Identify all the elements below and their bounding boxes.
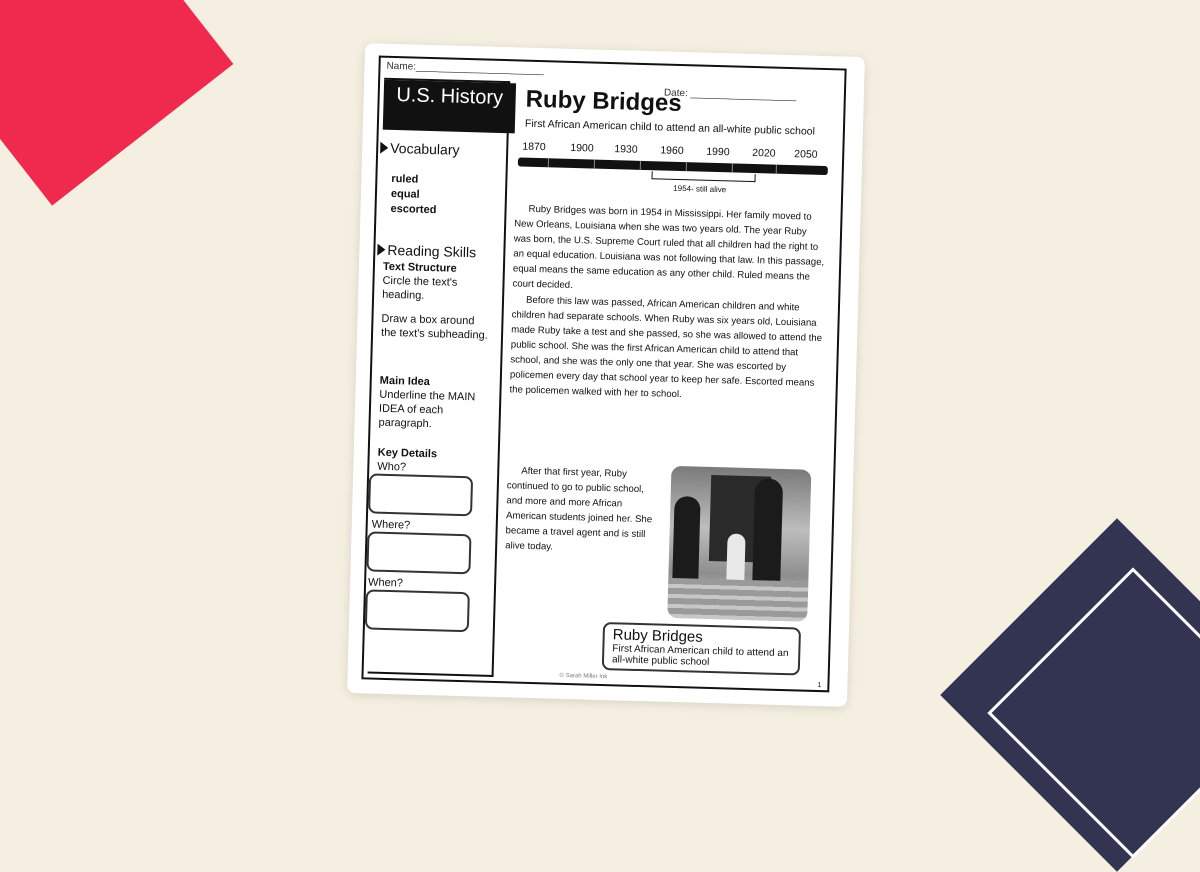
main-idea-title: Main Idea xyxy=(379,374,431,389)
text-structure-instruction: Circle the text's heading. xyxy=(381,274,458,302)
caption-text: First African American child to attend an all-white public school xyxy=(611,643,789,668)
main-idea-block xyxy=(378,374,488,433)
corner-decoration-outline xyxy=(987,567,1200,858)
when-label: When? xyxy=(367,576,404,590)
timeline-bracket xyxy=(651,171,755,182)
caption-box xyxy=(602,622,801,676)
caption-title: Ruby Bridges xyxy=(612,626,703,646)
sidebar xyxy=(368,78,511,677)
name-field: Name:_______________________ xyxy=(386,60,545,77)
worksheet-page xyxy=(347,43,865,707)
where-label: Where? xyxy=(371,518,411,532)
text-structure-title: Text Structure xyxy=(382,260,457,275)
photo-figure xyxy=(752,478,783,591)
timeline-year: 2050 xyxy=(794,148,818,161)
vocabulary-heading: Vocabulary xyxy=(390,139,460,158)
vocab-word: escorted xyxy=(390,202,437,217)
photo-child-figure xyxy=(726,533,745,583)
main-idea-instruction: Underline the MAIN IDEA of each paragraph. xyxy=(378,388,476,431)
timeline-year: 1990 xyxy=(706,145,730,159)
reading-skills-heading: Reading Skills xyxy=(387,241,477,261)
vocabulary-list xyxy=(390,172,437,218)
timeline-year: 1900 xyxy=(570,141,594,155)
copyright-text: © Sarah Miller Ink xyxy=(559,672,608,681)
paragraph: Ruby Bridges was born in 1954 in Mississippi. Her family moved to New Orleans, Louisiana when she was two years old. The year Ruby was born, the U.S. Supreme Court ruled that all children had the right to an equal education. Louisiana was not following that law. In this passage, equal means the same education as any other child. Ruled means the court decided. xyxy=(512,203,825,292)
key-details-title: Key Details xyxy=(377,446,438,461)
who-answer-box[interactable] xyxy=(368,473,473,516)
paragraph-text: After that first year, Ruby continued to go to public school, and more and more African American students joined her. She became a travel agent and is still alive today. xyxy=(505,465,653,553)
ruby-bridges-photo xyxy=(667,466,811,622)
passage xyxy=(509,201,826,407)
text-structure-block xyxy=(381,260,491,343)
paragraph xyxy=(505,463,657,557)
paragraph: Before this law was passed, African American children and white children had separate schools. When Ruby was six years old, Louisiana made Ruby take a test and she passed, so she was allowed to attend the public school. She was the first African American child to attend that school, and she was the only one that year. She was escorted by policemen every day that school year to keep her safe. Escorted means the policemen walked with her to school. xyxy=(509,294,823,401)
corner-decoration-red xyxy=(0,0,233,206)
text-structure-instruction: Draw a box around the text's subheading. xyxy=(380,312,488,342)
page-title: Ruby Bridges xyxy=(525,85,683,118)
page-subtitle: First African American child to attend an all-white public school xyxy=(524,117,816,138)
vocab-word: ruled xyxy=(391,172,419,186)
timeline-year: 1870 xyxy=(522,140,546,154)
worksheet-border xyxy=(361,56,846,693)
key-details-block xyxy=(367,446,486,590)
timeline-year: 1930 xyxy=(614,143,638,156)
photo-steps xyxy=(667,578,808,622)
date-field: Date: ___________________ xyxy=(663,87,797,103)
page-number: 1 xyxy=(817,682,822,690)
vocab-word: equal xyxy=(390,187,420,201)
who-label: Who? xyxy=(377,460,407,474)
subject-header: U.S. History xyxy=(383,80,516,134)
timeline-year: 2020 xyxy=(752,146,776,160)
timeline-year: 1960 xyxy=(660,144,684,158)
timeline-caption: 1954- still alive xyxy=(673,183,727,195)
where-answer-box[interactable] xyxy=(366,531,471,574)
when-answer-box[interactable] xyxy=(365,589,470,632)
